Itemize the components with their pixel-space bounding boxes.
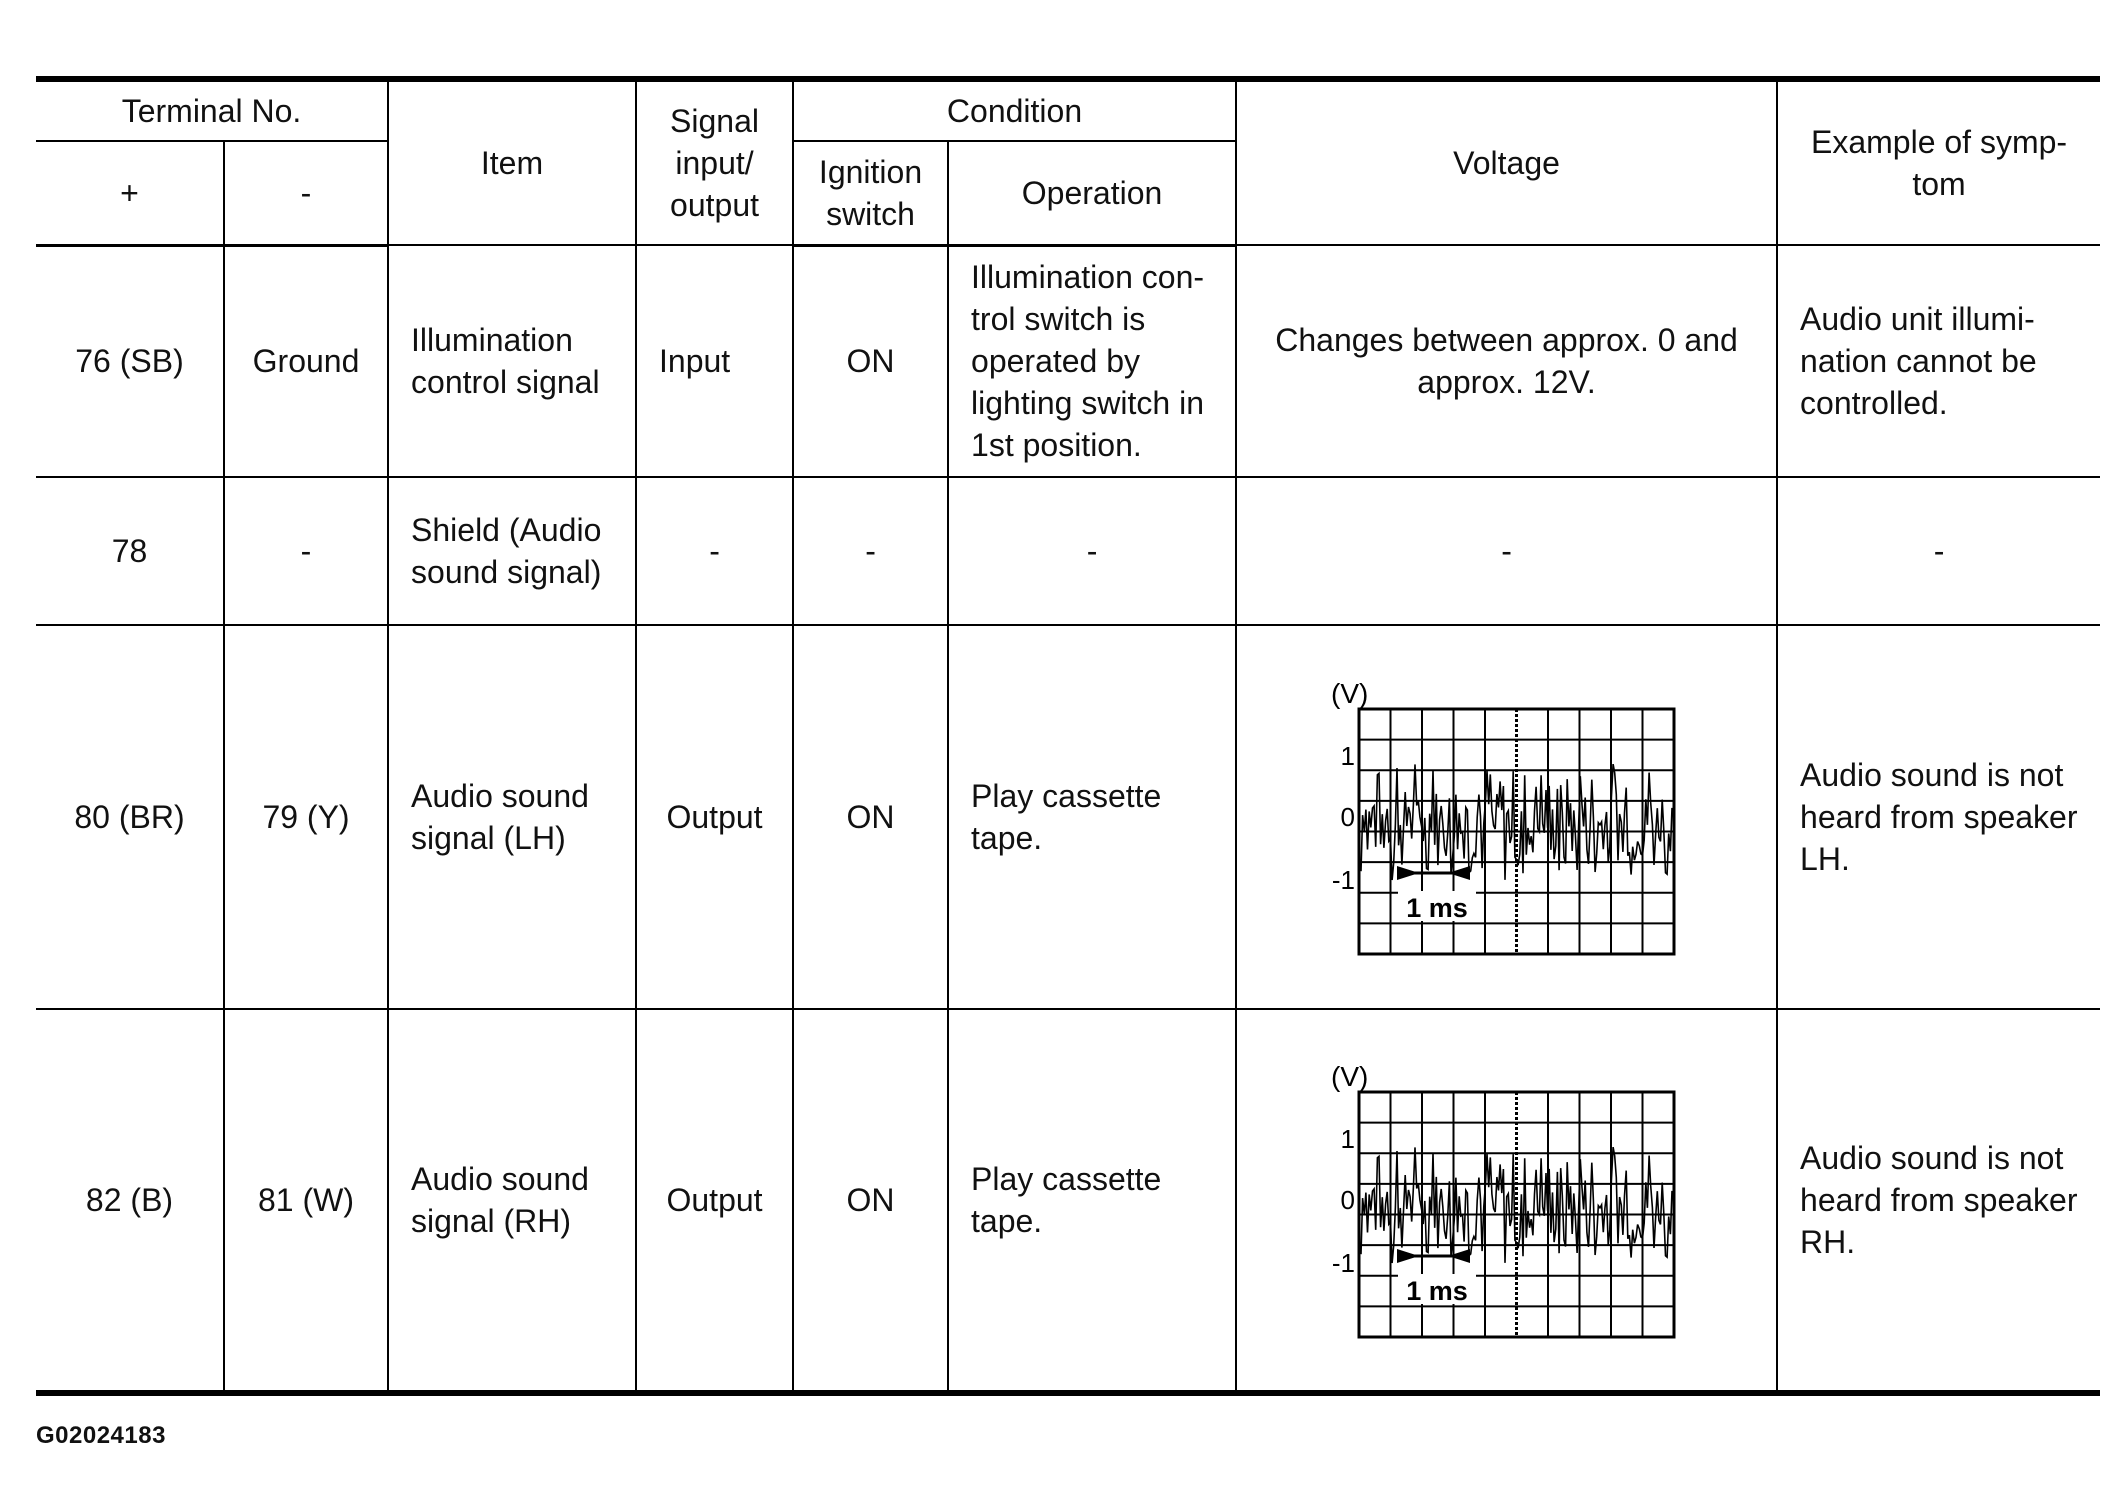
osc-ytick-1: 1 bbox=[1340, 1124, 1355, 1154]
cell-operation: Play cassette tape. bbox=[948, 625, 1236, 1009]
cell-ignition: ON bbox=[793, 625, 948, 1009]
cell-io: Input bbox=[636, 245, 793, 477]
header-terminal-no: Terminal No. bbox=[36, 79, 388, 141]
osc-ytick-0: 0 bbox=[1340, 1185, 1355, 1215]
header-operation: Operation bbox=[948, 141, 1236, 245]
cell-io: Output bbox=[636, 1009, 793, 1393]
cell-minus: 81 (W) bbox=[224, 1009, 388, 1393]
cell-symptom: Audio sound is not heard from speaker RH. bbox=[1777, 1009, 2100, 1393]
cell-symptom: Audio sound is not heard from speaker LH. bbox=[1777, 625, 2100, 1009]
table-row bbox=[36, 245, 2100, 477]
header-item: Item bbox=[388, 79, 636, 245]
header-condition: Condition bbox=[793, 79, 1236, 141]
cell-voltage-graph bbox=[1236, 625, 1777, 1009]
cell-ignition: - bbox=[793, 477, 948, 625]
cell-voltage: Changes between approx. 0 and approx. 12V. bbox=[1236, 245, 1777, 477]
cell-plus: 76 (SB) bbox=[36, 245, 224, 477]
cell-voltage: - bbox=[1236, 477, 1777, 625]
osc-ytick-0: 0 bbox=[1340, 802, 1355, 832]
oscilloscope-waveform-lh-icon bbox=[1307, 677, 1707, 957]
cell-plus: 82 (B) bbox=[36, 1009, 224, 1393]
osc-unit-label: (V) bbox=[1330, 678, 1368, 709]
cell-operation: Play cassette tape. bbox=[948, 1009, 1236, 1393]
cell-operation: - bbox=[948, 477, 1236, 625]
cell-operation: Illumination con- trol switch is operated by lighting switch in 1st position. bbox=[948, 245, 1236, 477]
cell-item: Audio sound signal (RH) bbox=[388, 1009, 636, 1393]
terminal-spec-table bbox=[36, 76, 2100, 1396]
table-row bbox=[36, 625, 2100, 1009]
cell-io: Output bbox=[636, 625, 793, 1009]
cell-symptom: Audio unit illumi- nation cannot be controlled. bbox=[1777, 245, 2100, 477]
osc-ytick-minus1: -1 bbox=[1331, 865, 1355, 895]
osc-ytick-minus1: -1 bbox=[1331, 1248, 1355, 1278]
cell-item: Audio sound signal (LH) bbox=[388, 625, 636, 1009]
cell-item: Illumination control signal bbox=[388, 245, 636, 477]
osc-time-label: 1 ms bbox=[1405, 893, 1468, 923]
header-ignition-switch: Ignition switch bbox=[793, 141, 948, 245]
cell-item: Shield (Audio sound signal) bbox=[388, 477, 636, 625]
cell-symptom: - bbox=[1777, 477, 2100, 625]
cell-ignition: ON bbox=[793, 245, 948, 477]
header-minus: - bbox=[224, 141, 388, 245]
cell-minus: 79 (Y) bbox=[224, 625, 388, 1009]
cell-minus: - bbox=[224, 477, 388, 625]
table-row bbox=[36, 1009, 2100, 1393]
header-symptom: Example of symp- tom bbox=[1777, 79, 2100, 245]
osc-ytick-1: 1 bbox=[1340, 741, 1355, 771]
header-voltage: Voltage bbox=[1236, 79, 1777, 245]
cell-plus: 78 bbox=[36, 477, 224, 625]
cell-minus: Ground bbox=[224, 245, 388, 477]
oscilloscope-waveform-rh-icon bbox=[1307, 1060, 1707, 1340]
table-row bbox=[36, 477, 2100, 625]
figure-id: G02024183 bbox=[36, 1422, 166, 1449]
osc-time-label: 1 ms bbox=[1405, 1276, 1468, 1306]
cell-voltage-graph bbox=[1236, 1009, 1777, 1393]
cell-plus: 80 (BR) bbox=[36, 625, 224, 1009]
cell-io: - bbox=[636, 477, 793, 625]
osc-unit-label: (V) bbox=[1330, 1061, 1368, 1092]
cell-ignition: ON bbox=[793, 1009, 948, 1393]
header-signal-io: Signal input/ output bbox=[636, 79, 793, 245]
header-plus: + bbox=[36, 141, 224, 245]
